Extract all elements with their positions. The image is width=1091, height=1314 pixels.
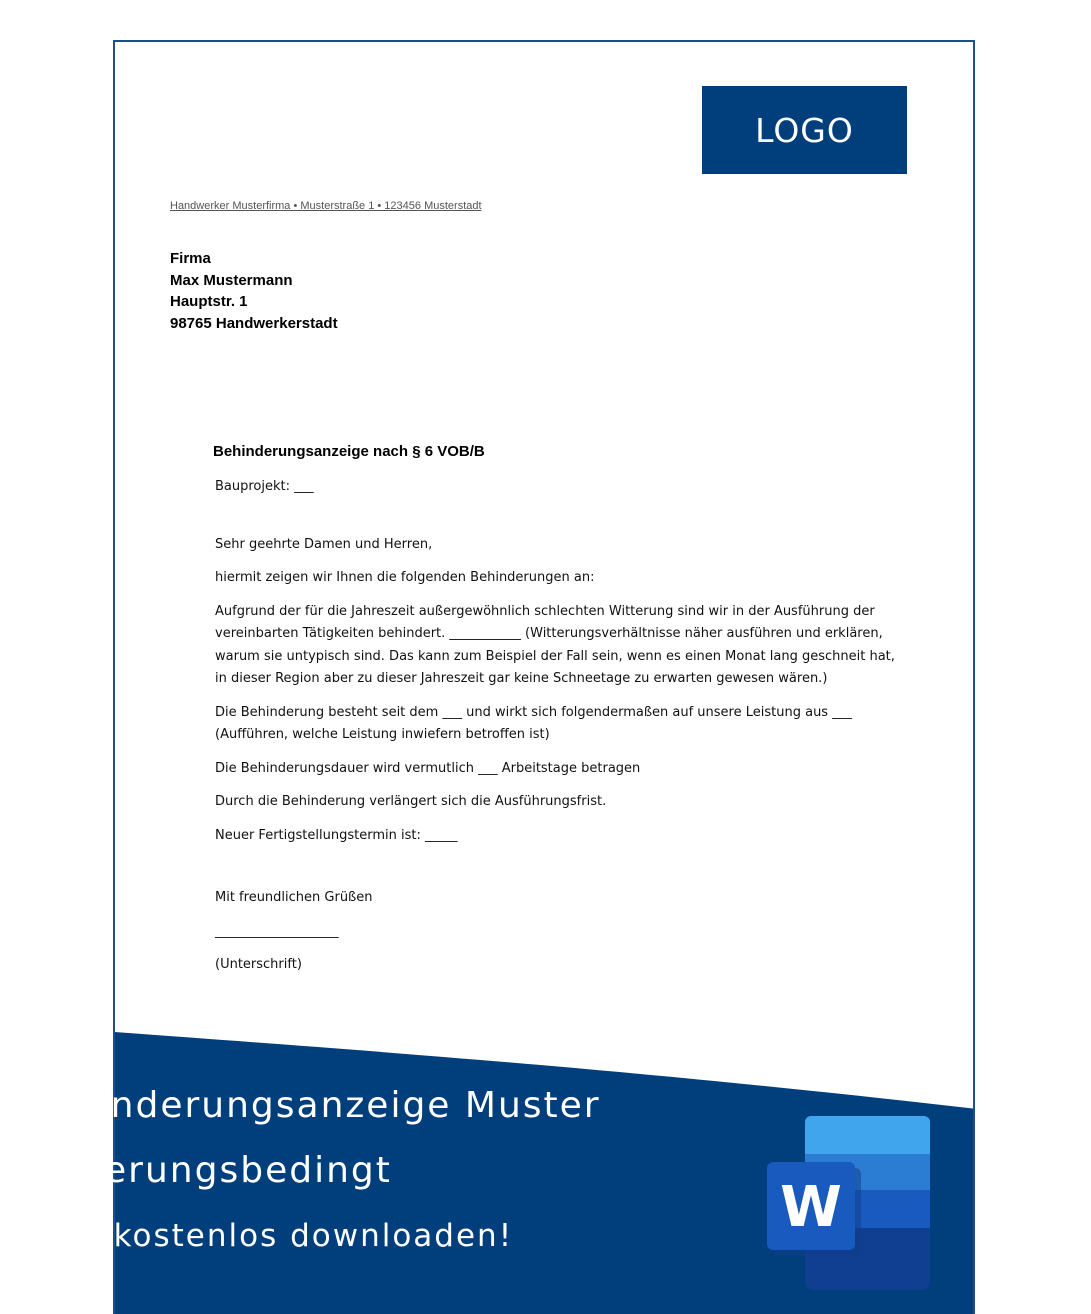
banner-title-line-2: Witterungsbedingt [23,1150,392,1191]
recipient-line-3: Hauptstr. 1 [170,293,248,310]
signature-line: ___________________ [215,923,339,939]
banner-title-line-1: Behinderungsanzeige Muster [23,1085,601,1126]
deadline-paragraph: Durch die Behinderung verlängert sich die Ausführungsfrist. [215,794,607,809]
recipient-line-1: Firma [170,250,211,267]
sender-address-line: Handwerker Musterfirma • Musterstraße 1 • 123456 Musterstadt [170,200,482,212]
weather-paragraph: Aufgrund der für die Jahreszeit außergewöhnlich schlechten Witterung sind wir in der Ausführung der vereinbarten Tätigkeiten behindert. ___________ (Witterungsverhältnisse näher ausführen und erklären, warum sie untypisch sind. Das kann zum Beispiel der Fall sein, wenn es einen Monat lang geschneit hat, in dieser Region aber zu dieser Jahreszeit gar keine Schneetage zu erwarten gewesen wären.) [215,603,895,686]
download-cta[interactable]: Jetzt kostenlos downloaden! [23,1218,514,1254]
impact-paragraph: Die Behinderung besteht seit dem ___ und wirkt sich folgendermaßen auf unsere Leistung aus ___ (Aufführen, welche Leistung inwiefern betroffen ist) [215,704,852,742]
completion-date-paragraph: Neuer Fertigstellungstermin ist: _____ [215,827,458,843]
logo-text: LOGO [755,110,854,150]
signature-label: (Unterschrift) [215,957,302,972]
recipient-line-2: Max Mustermann [170,271,293,289]
recipient-line-4: 98765 Handwerkerstadt [170,314,338,332]
letter-subject: Behinderungsanzeige nach § 6 VOB/B [213,443,485,460]
letter-body [215,476,895,977]
logo-placeholder [702,86,907,174]
project-line: Bauprojekt: ___ [215,479,314,494]
intro-paragraph: hiermit zeigen wir Ihnen die folgenden Behinderungen an: [215,570,595,585]
word-icon-letter: W [780,1175,842,1240]
salutation: Sehr geehrte Damen und Herren, [215,536,433,552]
word-document-icon[interactable] [655,1116,935,1306]
recipient-address [170,248,338,334]
duration-paragraph: Die Behinderungsdauer wird vermutlich ___ Arbeitstage betragen [215,760,641,776]
closing-line: Mit freundlichen Grüßen [215,890,373,905]
